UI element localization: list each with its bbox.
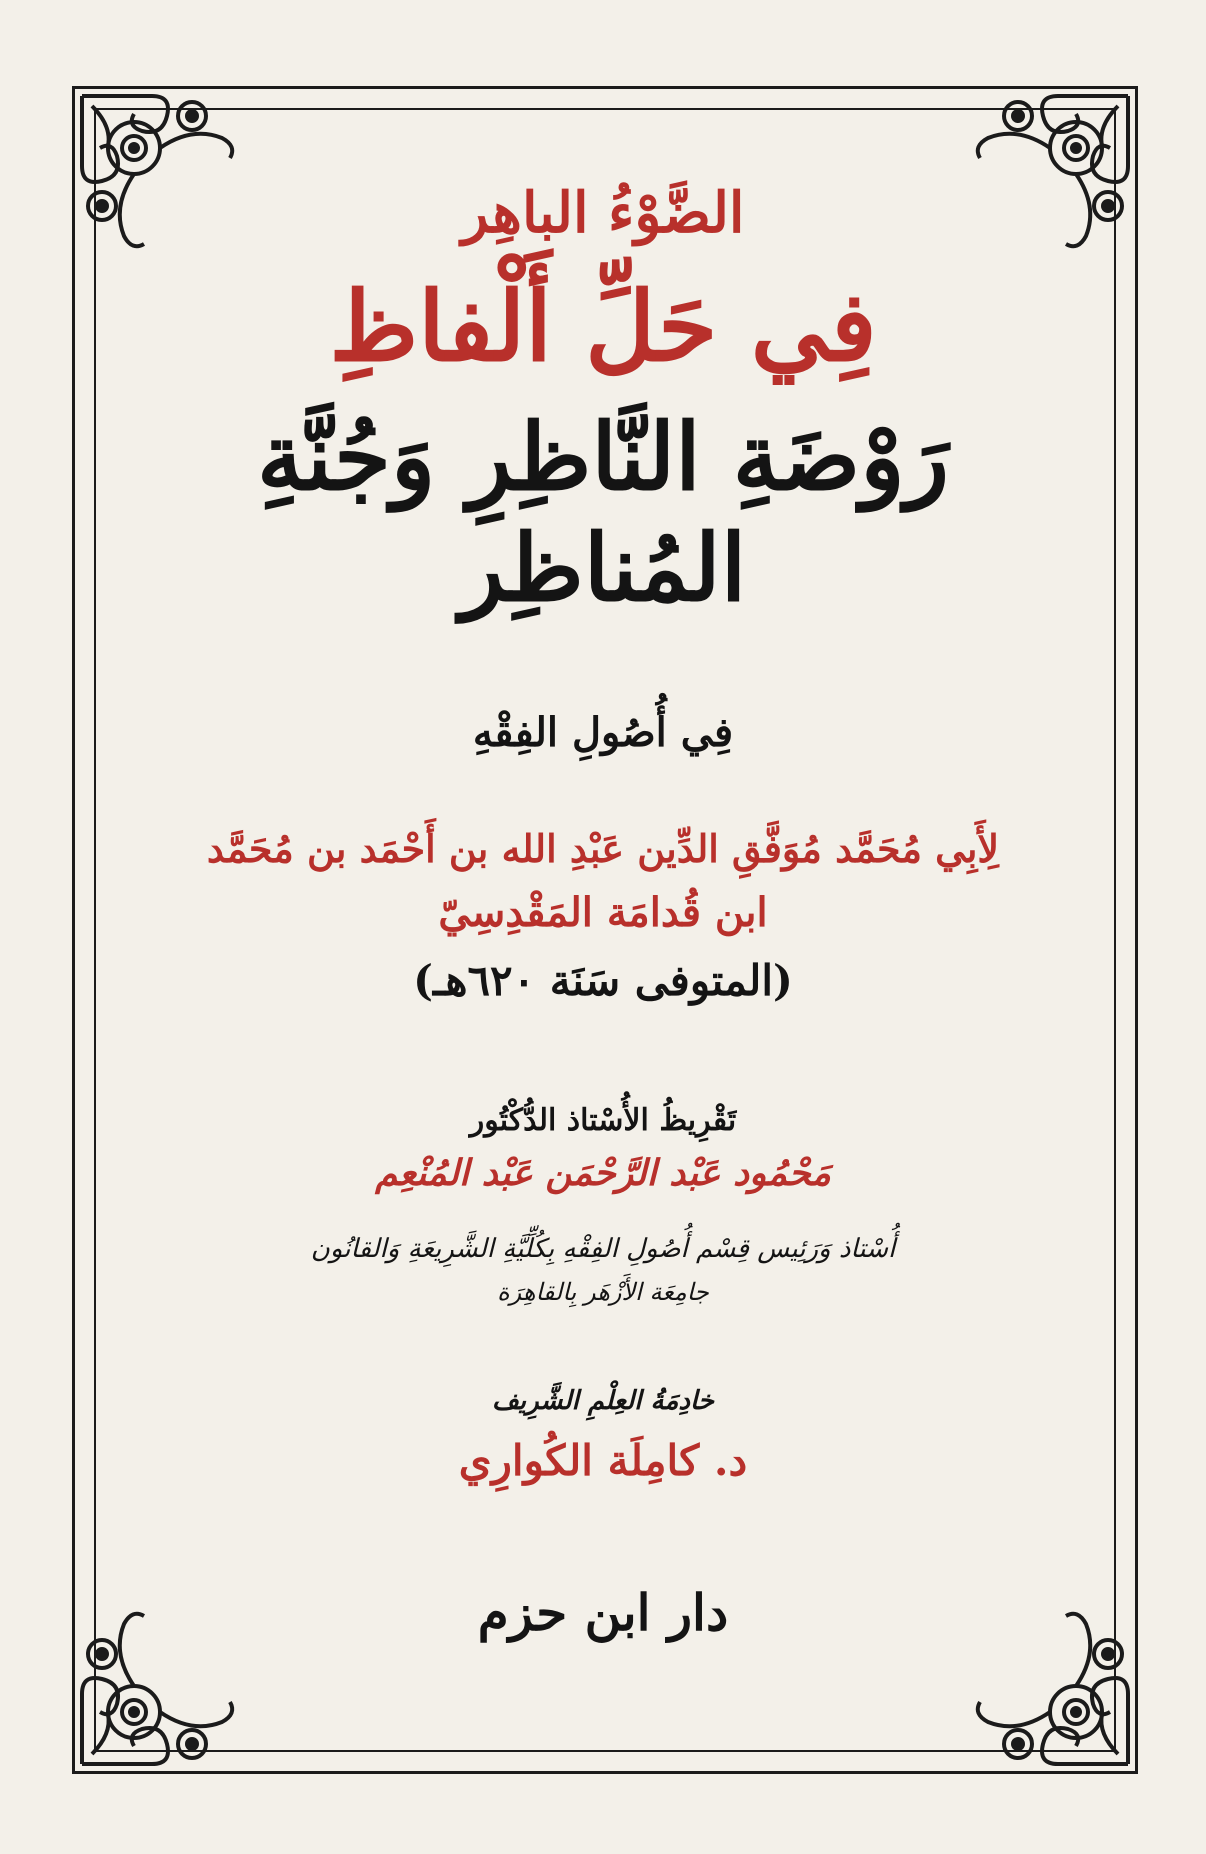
author-line-2: ابن قُدامَة المَقْدِسِيّ	[438, 889, 768, 937]
title-line-3: رَوْضَةِ النَّاظِرِ وَجُنَّةِ المُناظِر	[256, 403, 950, 622]
title-line-2: فِي حَلِّ أَلْفاظِ	[329, 270, 877, 383]
introduction-label: تَقْرِيظُ الأُسْتاذ الدُّكْتُور	[469, 1103, 737, 1139]
introduction-author: مَحْمُود عَبْد الرَّحْمَن عَبْد المُنْعِم	[375, 1152, 831, 1195]
death-note: (المتوفى سَنَة ٦٢٠هـ)	[413, 956, 793, 1006]
subtitle: فِي أُصُولِ الفِقْهِ	[472, 709, 734, 757]
cover-content	[160, 150, 1046, 1642]
introduction-affiliation: جامِعَة الأَزْهَر بِالقاهِرَة	[497, 1278, 709, 1307]
servant-label: خادِمَةُ العِلْمِ الشَّرِيف	[492, 1386, 714, 1417]
introduction-title: أُسْتاذ وَرَئِيس قِسْم أُصُولِ الفِقْهِ بِكُلِّيَّةِ الشَّرِيعَةِ وَالقانُون	[310, 1234, 896, 1265]
servant-name: د. كامِلَة الكُوارِي	[458, 1436, 748, 1486]
title-line-1: الضَّوْءُ الباهِر	[461, 180, 745, 246]
author-line-1: لِأَبِي مُحَمَّد مُوَفَّقِ الدِّين عَبْدِ الله بن أَحْمَد بن مُحَمَّد	[206, 826, 1000, 872]
publisher-logo: دار ابن حزم	[477, 1583, 729, 1643]
